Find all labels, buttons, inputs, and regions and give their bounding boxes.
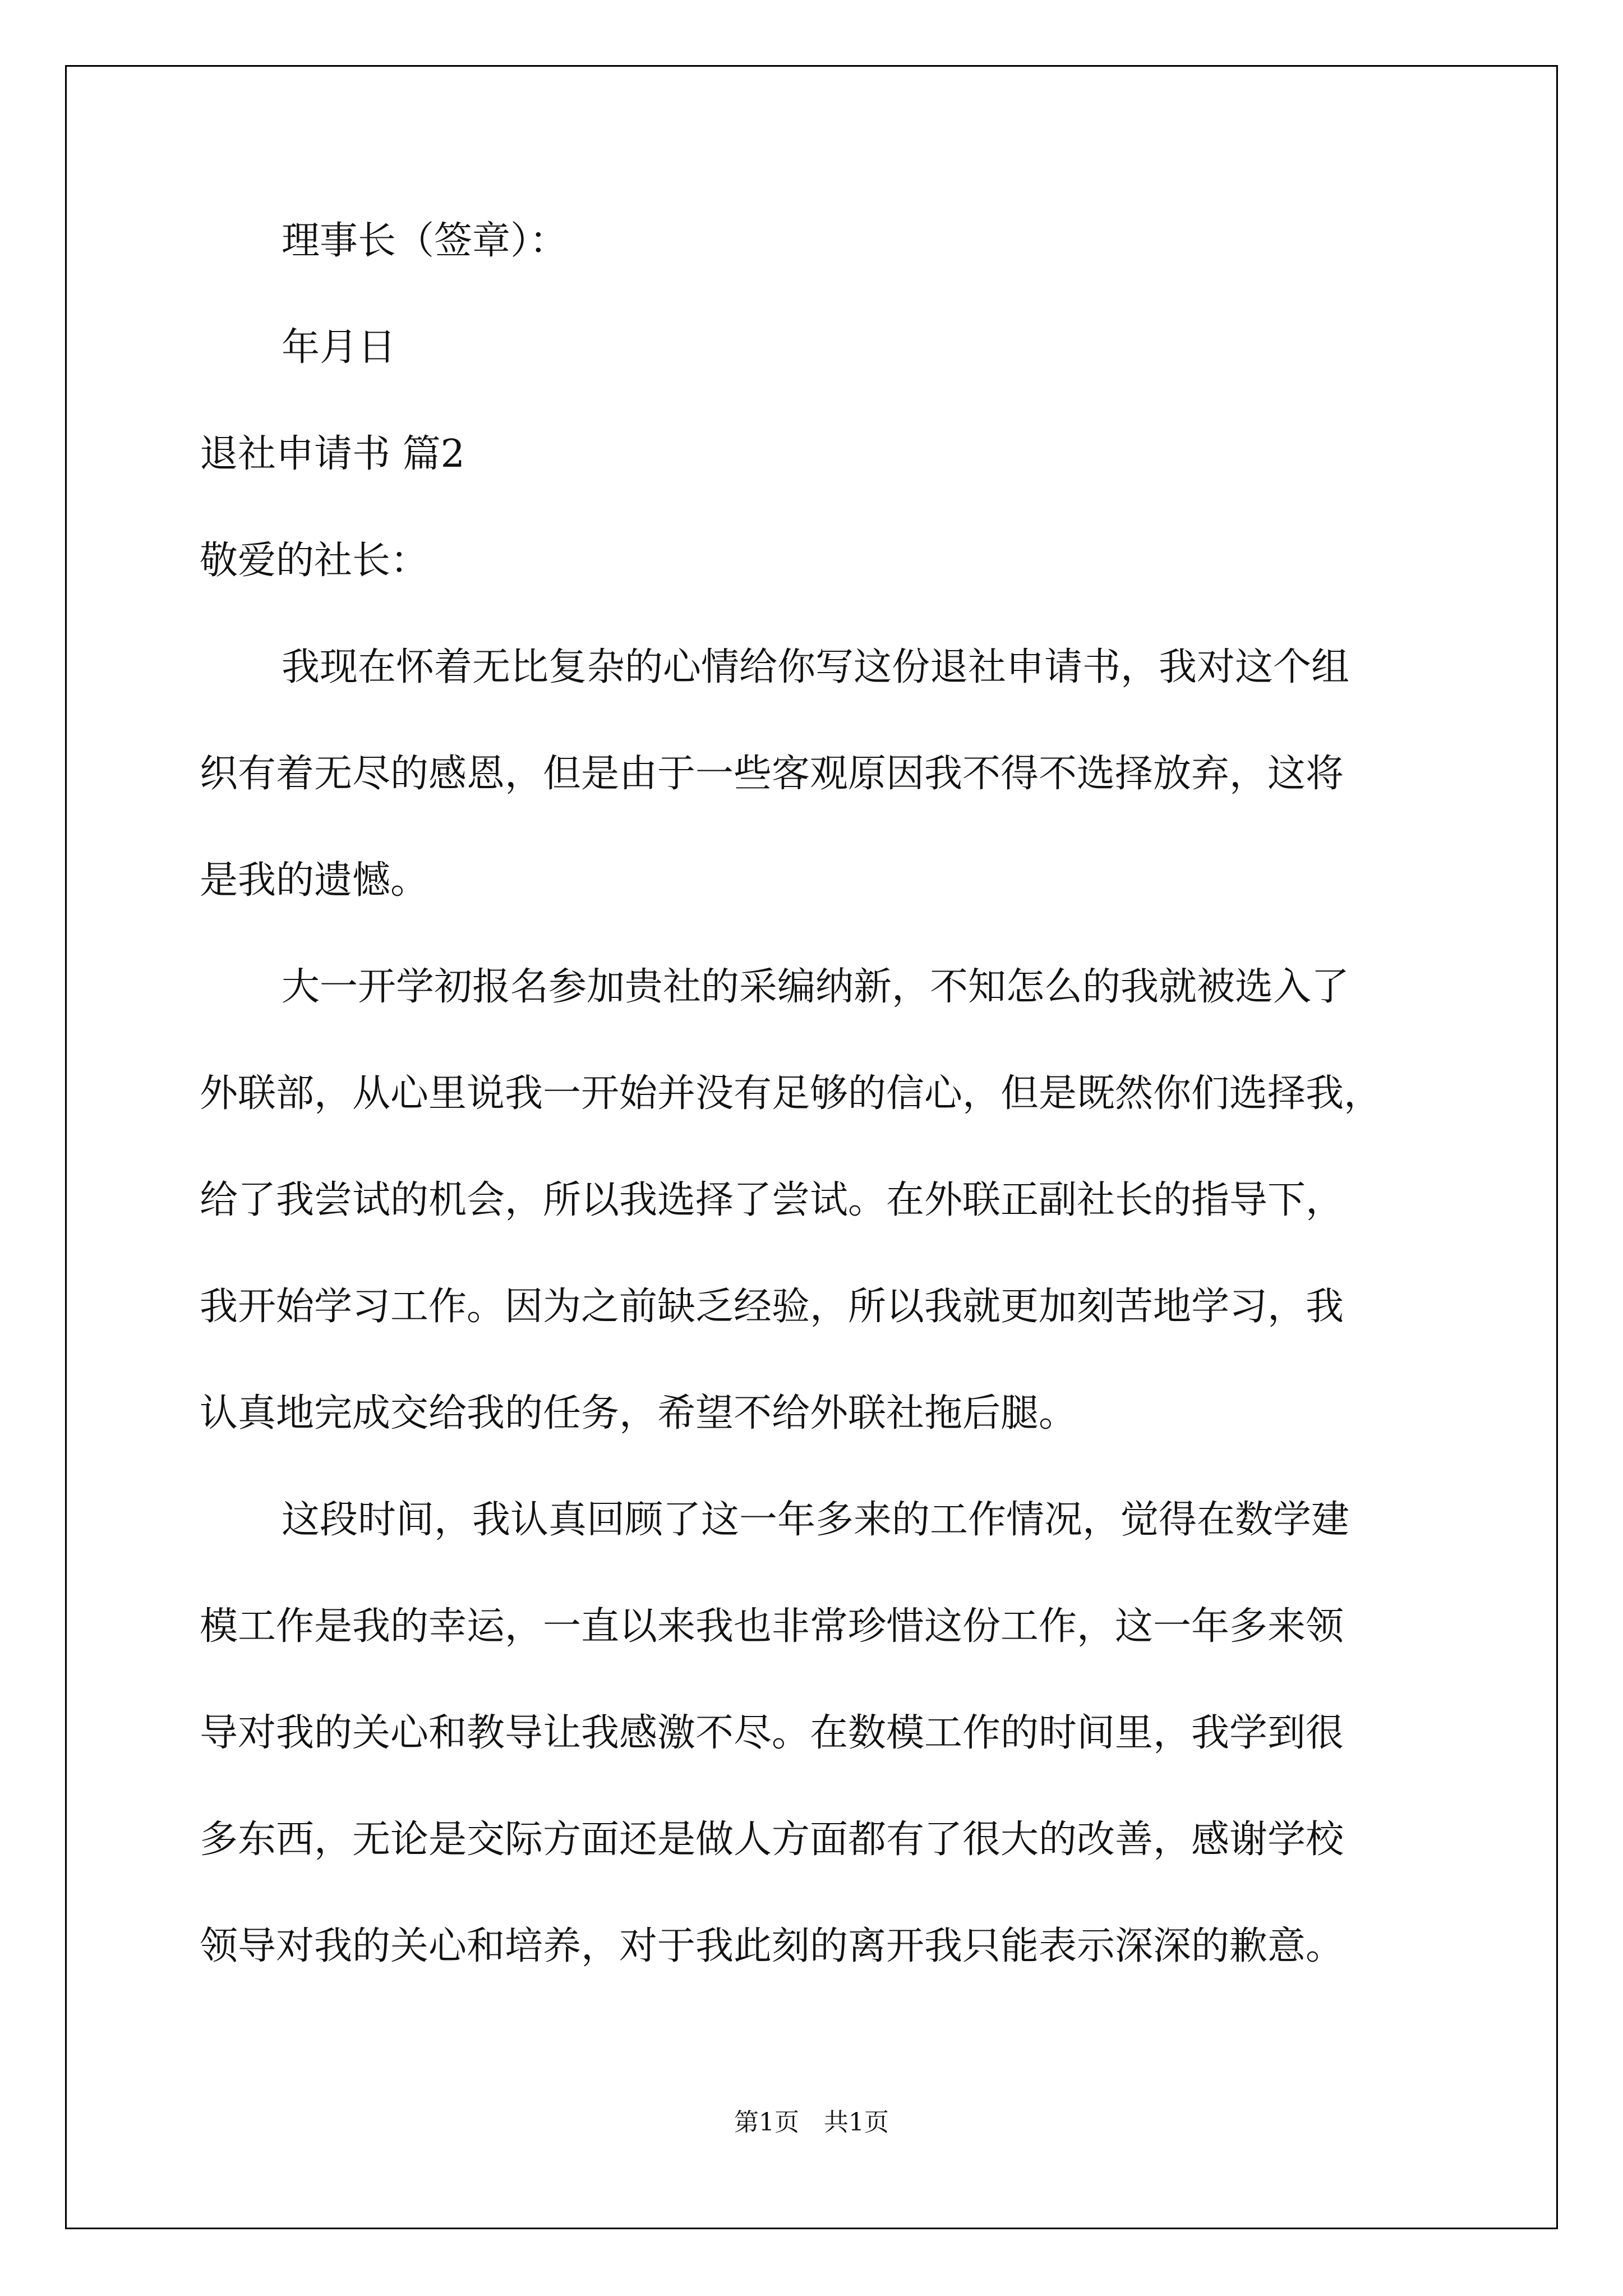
paragraph-line: 导对我的关心和教导让我感激不尽。在数模工作的时间里，我学到很 [200, 1711, 1344, 1755]
paragraph-line: 大一开学初报名参加贵社的采编纳新，不知怎么的我就被选入了 [282, 965, 1350, 1009]
page-footer: 第1页 共1页 [734, 2108, 889, 2137]
paragraph-line: 这段时间，我认真回顾了这一年多来的工作情况，觉得在数学建 [282, 1498, 1350, 1542]
paragraph-line: 我开始学习工作。因为之前缺乏经验，所以我就更加刻苦地学习，我 [200, 1285, 1344, 1329]
paragraph-line: 是我的遗憾。 [200, 858, 429, 903]
date-line: 年月日 [282, 325, 396, 370]
salutation: 敬爱的社长： [200, 539, 429, 583]
paragraph-line: 外联部，从心里说我一开始并没有足够的信心，但是既然你们选择我， [200, 1071, 1382, 1116]
paragraph-line: 我现在怀着无比复杂的心情给你写这份退社申请书，我对这个组 [282, 645, 1350, 689]
paragraph-line: 给了我尝试的机会，所以我选择了尝试。在外联正副社长的指导下， [200, 1178, 1344, 1222]
page-border [65, 65, 1558, 2229]
section-title: 退社申请书 篇2 [200, 432, 465, 476]
paragraph-line: 多东西，无论是交际方面还是做人方面都有了很大的改善，感谢学校 [200, 1818, 1344, 1862]
signature-line: 理事长（签章）： [282, 219, 568, 263]
paragraph-line: 织有着无尽的感恩，但是由于一些客观原因我不得不选择放弃，这将 [200, 752, 1344, 796]
paragraph-line: 领导对我的关心和培养，对于我此刻的离开我只能表示深深的歉意。 [200, 1924, 1344, 1968]
paragraph-line: 认真地完成交给我的任务，希望不给外联社拖后腿。 [200, 1391, 1077, 1435]
paragraph-line: 模工作是我的幸运，一直以来我也非常珍惜这份工作，这一年多来领 [200, 1604, 1344, 1649]
